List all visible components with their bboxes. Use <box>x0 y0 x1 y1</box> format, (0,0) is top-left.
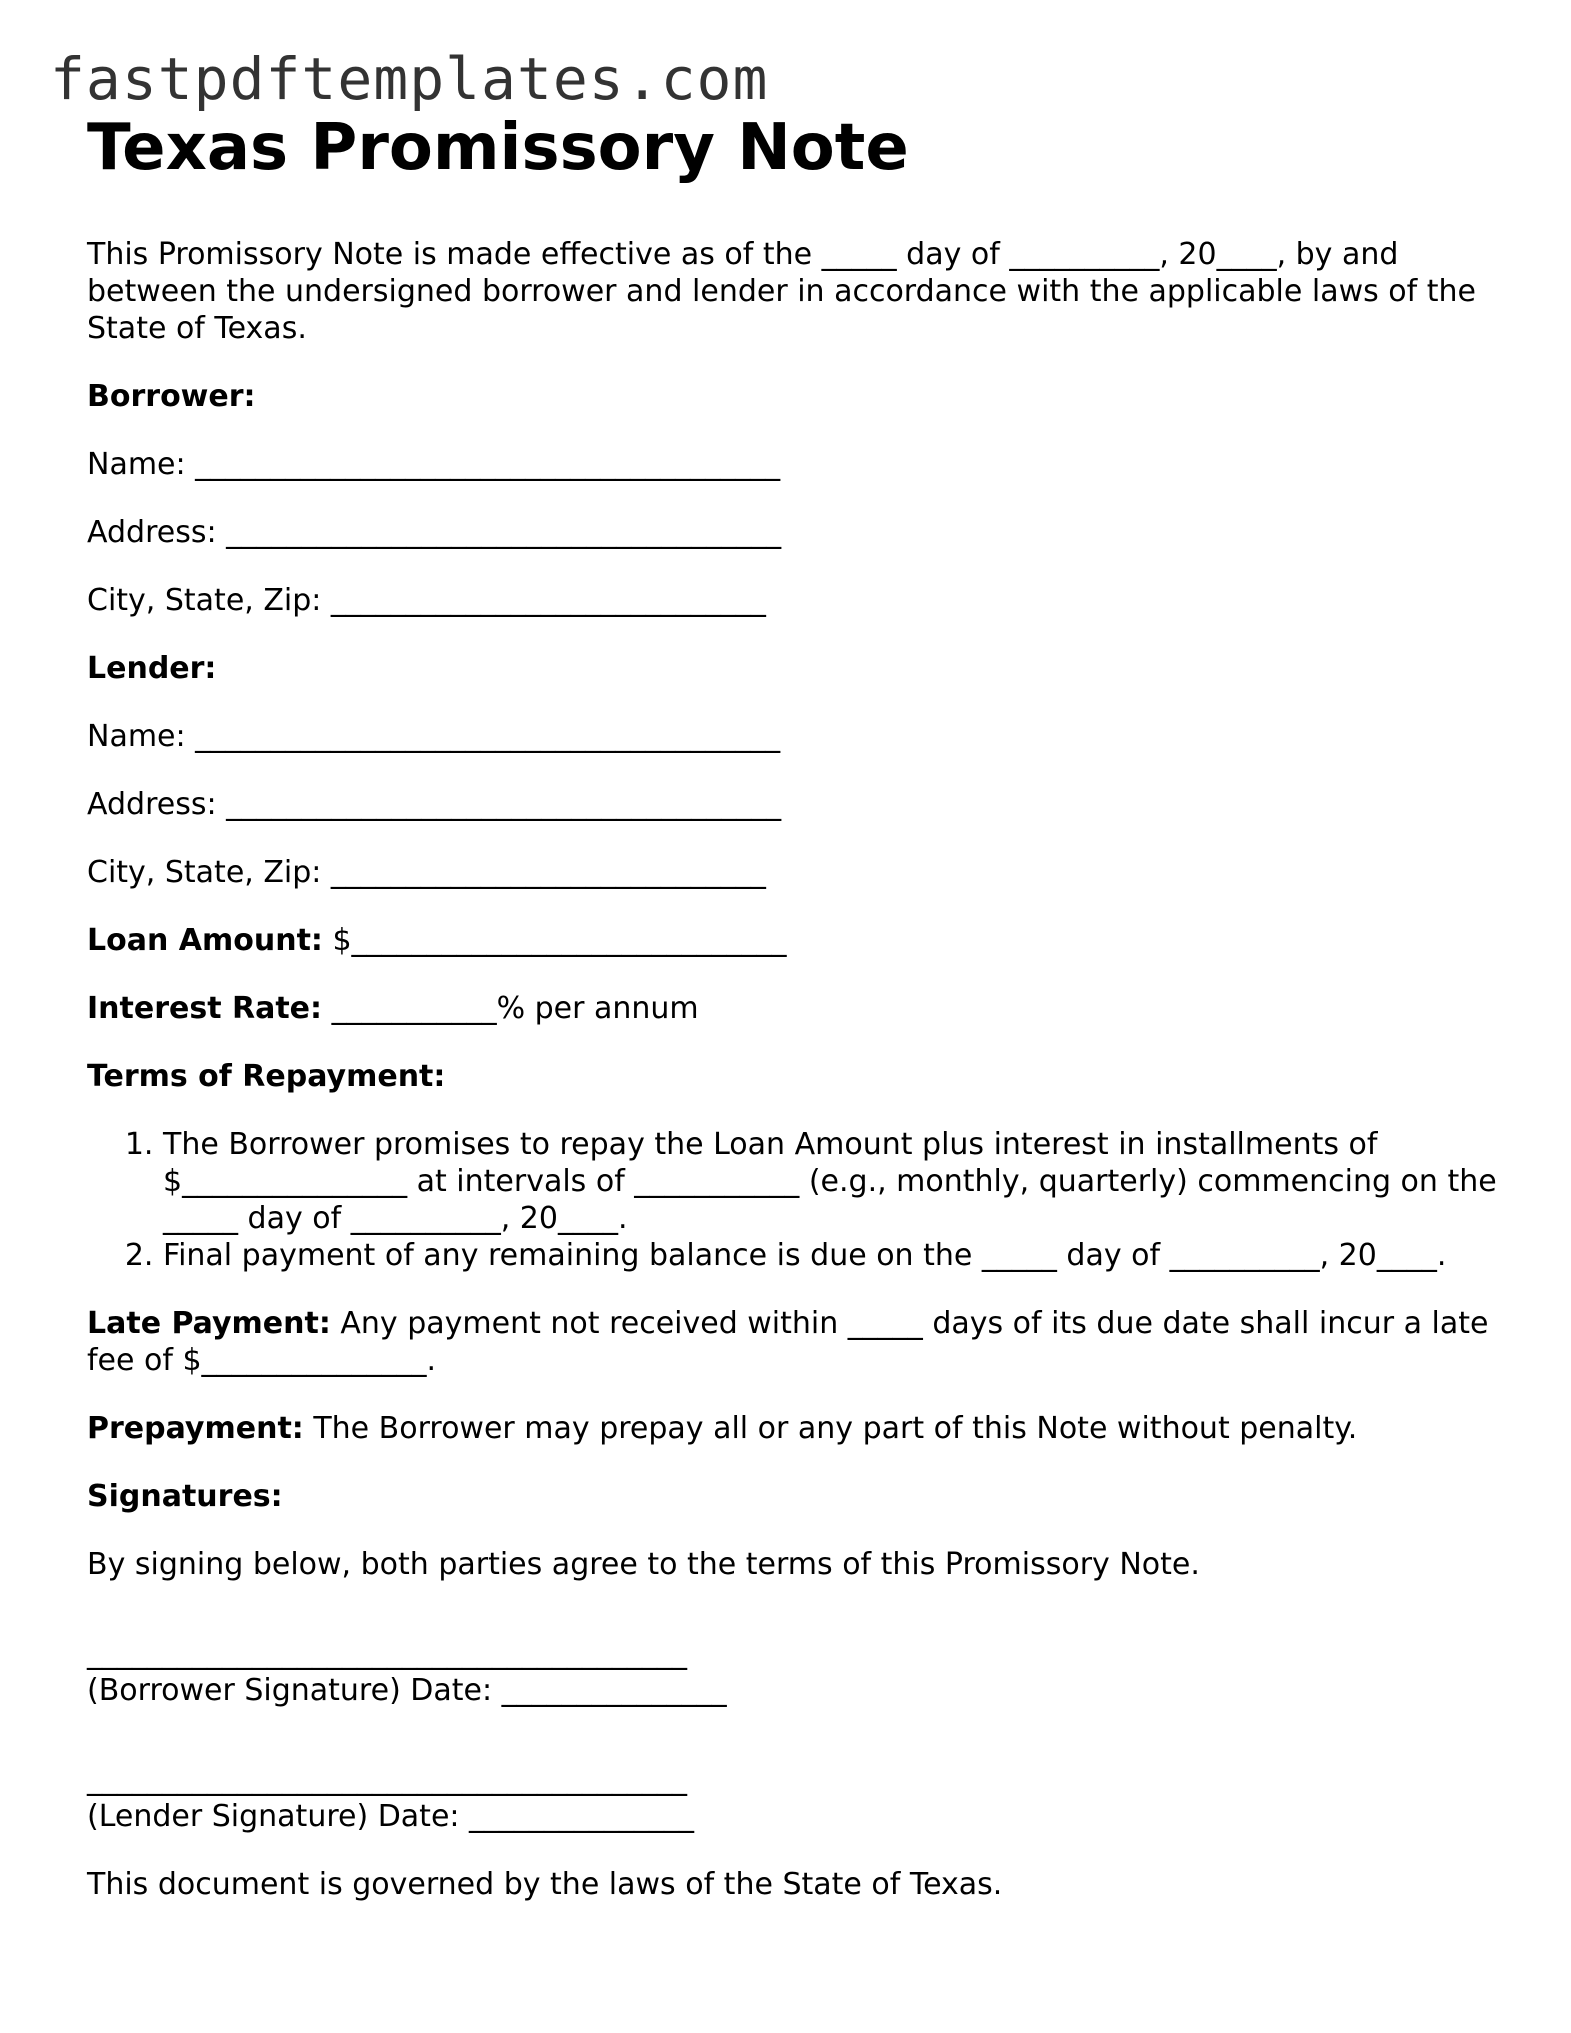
terms-heading-label: Terms of Repayment: <box>87 1059 446 1094</box>
terms-item-2: 2. Final payment of any remaining balance is due on the _____ day of __________, 20____. <box>163 1237 1507 1274</box>
document-body <box>87 108 1507 1934</box>
intro-paragraph: This Promissory Note is made effective as of the _____ day of __________, 20____, by and between the undersigned borrower and lender in accordance with the applicable laws of the State of Texas. <box>87 237 1476 346</box>
loan-amount-label: Loan Amount: <box>87 923 323 958</box>
lender-signature-block <box>87 1761 1507 1835</box>
lender-heading <box>87 650 1507 687</box>
borrower-address-field: Address: _____________________________________ <box>87 515 782 550</box>
watermark: fastpdftemplates.com <box>50 45 769 113</box>
signatures-heading-label: Signatures: <box>87 1479 283 1514</box>
late-payment-text: Any payment not received within _____ days of its due date shall incur a late fee of $_______________. <box>87 1306 1489 1378</box>
late-payment-label: Late Payment: <box>87 1306 331 1341</box>
borrower-signature-caption: (Borrower Signature) Date: _______________ <box>87 1673 727 1708</box>
borrower-signature-line: ________________________________________ <box>87 1636 687 1671</box>
prepayment-text: The Borrower may prepay all or any part of this Note without penalty. <box>303 1411 1358 1446</box>
lender-signature-caption: (Lender Signature) Date: _______________ <box>87 1799 695 1834</box>
lender-name-field: Name: _______________________________________ <box>87 719 781 754</box>
footer-statement: This document is governed by the laws of the State of Texas. <box>87 1867 1003 1902</box>
lender-address-field: Address: _____________________________________ <box>87 787 782 822</box>
interest-rate-label: Interest Rate: <box>87 991 323 1026</box>
terms-heading <box>87 1058 1507 1095</box>
loan-amount-field <box>87 922 1507 959</box>
interest-rate-field <box>87 990 1507 1027</box>
lender-signature-line: ________________________________________ <box>87 1762 687 1797</box>
lender-city-field: City, State, Zip: _____________________________ <box>87 855 766 890</box>
lender-heading-label: Lender: <box>87 651 217 686</box>
borrower-heading <box>87 378 1507 415</box>
late-payment-paragraph <box>87 1305 1507 1379</box>
prepayment-label: Prepayment: <box>87 1411 304 1446</box>
loan-amount-blank: $_____________________________ <box>322 923 787 958</box>
signatures-intro: By signing below, both parties agree to the terms of this Promissory Note. <box>87 1547 1200 1582</box>
page-title: Texas Promissory Note <box>87 111 909 185</box>
borrower-name-field: Name: _______________________________________ <box>87 447 781 482</box>
signatures-heading <box>87 1478 1507 1515</box>
prepayment-paragraph <box>87 1410 1507 1447</box>
borrower-city-field: City, State, Zip: _____________________________ <box>87 583 766 618</box>
terms-list <box>87 1126 1507 1274</box>
interest-rate-blank: ___________% per annum <box>322 991 699 1026</box>
terms-item-1: 1. The Borrower promises to repay the Loan Amount plus interest in installments of $_______________ at intervals of ___________ (e.g., monthly, quarterly) commencing on the _____ day of __________, 20____. <box>163 1126 1507 1237</box>
borrower-heading-label: Borrower: <box>87 379 256 414</box>
borrower-signature-block <box>87 1635 1507 1709</box>
